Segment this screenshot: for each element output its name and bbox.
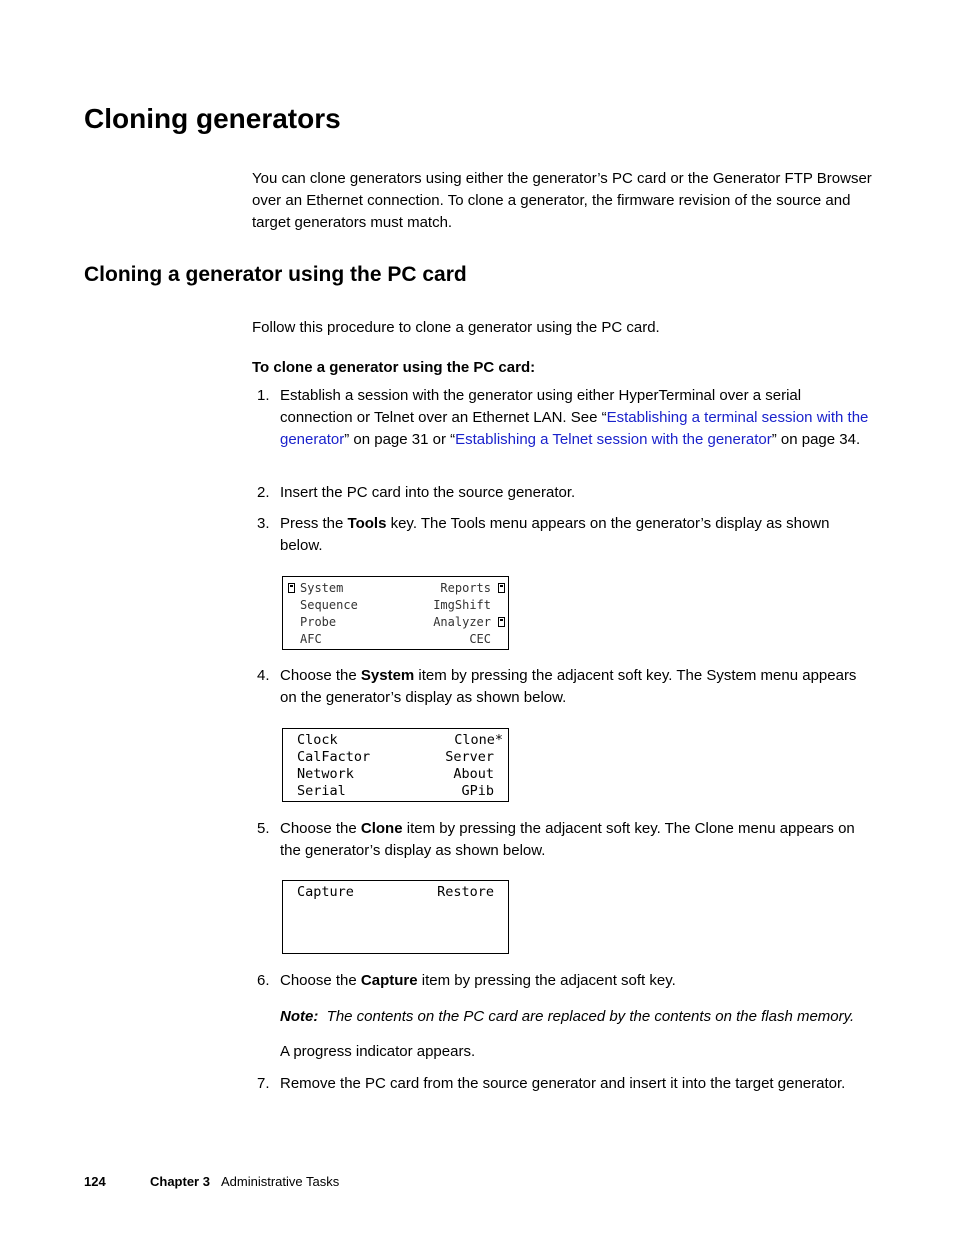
- step-number: 3.: [257, 515, 270, 532]
- page-number: 124: [84, 1174, 106, 1189]
- intro-paragraph: You can clone generators using either the generator’s PC card or the Generator FTP Browser over an Ethernet connection. To clone a generator, the firmware revision of the source and target generators must match.: [252, 170, 872, 231]
- menu-item-calfactor: CalFactor: [297, 749, 371, 765]
- step-number: 1.: [257, 387, 270, 404]
- step-number: 5.: [257, 820, 270, 837]
- system-menu-display: [282, 728, 509, 802]
- progress-text: A progress indicator appears.: [280, 1043, 476, 1060]
- tools-menu-display: [282, 576, 509, 650]
- menu-item-clone: Clone*: [454, 732, 503, 748]
- note: [280, 1006, 880, 1028]
- link-telnet-session[interactable]: Establishing a Telnet session with the generator: [455, 431, 772, 448]
- menu-item-name: Clone: [360, 820, 403, 837]
- menu-item-gpib: GPib: [461, 783, 494, 799]
- step-text: Insert the PC card into the source generator.: [280, 484, 576, 501]
- step-text: Remove the PC card from the source generator and insert it into the target generator.: [280, 1075, 846, 1092]
- menu-item-serial: Serial: [297, 783, 346, 799]
- note-label: Note:: [280, 1008, 319, 1025]
- menu-item-restore: Restore: [437, 884, 494, 900]
- step-number: 2.: [257, 484, 270, 501]
- menu-item-probe: Probe: [300, 615, 337, 629]
- key-name: Tools: [347, 515, 387, 532]
- step-number: 7.: [257, 1075, 270, 1092]
- menu-item-capture: Capture: [297, 884, 354, 900]
- section-intro: Follow this procedure to clone a generator using the PC card.: [252, 319, 660, 336]
- step-text: Press the Tools key. The Tools menu appears on the generator’s display as shown below.: [280, 515, 830, 554]
- menu-item-system: System: [300, 581, 344, 595]
- clone-menu-display: [282, 880, 509, 954]
- menu-item-imgshift: ImgShift: [433, 598, 491, 612]
- footer-chapter-title: Administrative Tasks: [221, 1174, 340, 1189]
- step-text: Choose the Capture item by pressing the adjacent soft key.: [280, 972, 676, 989]
- step-number: 4.: [257, 667, 270, 684]
- footer-chapter: Chapter 3: [150, 1174, 210, 1189]
- menu-item-server: Server: [445, 749, 494, 765]
- menu-item-name: System: [360, 667, 415, 684]
- menu-item-network: Network: [297, 766, 354, 782]
- page-title: Cloning generators: [84, 103, 341, 134]
- link-terminal-session[interactable]: Establishing a terminal session with the generator: [280, 409, 869, 448]
- menu-item-about: About: [453, 766, 494, 782]
- menu-item-sequence: Sequence: [300, 598, 358, 612]
- note-text: The contents on the PC card are replaced by the contents on the flash memory.: [326, 1008, 855, 1025]
- menu-item-name: Capture: [360, 972, 418, 989]
- menu-item-reports: Reports: [440, 581, 491, 595]
- menu-item-clock: Clock: [297, 732, 338, 748]
- step-text: Choose the System item by pressing the adjacent soft key. The System menu appears on the generator’s display as shown below.: [280, 667, 857, 706]
- step-text: Choose the Clone item by pressing the adjacent soft key. The Clone menu appears on the generator’s display as shown below.: [280, 820, 855, 859]
- step-number: 6.: [257, 972, 270, 989]
- section-title: Cloning a generator using the PC card: [84, 263, 467, 286]
- menu-item-analyzer: Analyzer: [433, 615, 491, 629]
- menu-item-cec: CEC: [469, 632, 491, 646]
- procedure-title: To clone a generator using the PC card:: [252, 359, 536, 376]
- step-text: Establish a session with the generator using either HyperTerminal over a serial connection or Telnet over an Ethernet LAN. See “Establishing a terminal session with the generator” on page 31 or “Establishing a Telnet session with the generator” on page 34.: [280, 387, 869, 448]
- menu-item-afc: AFC: [300, 632, 322, 646]
